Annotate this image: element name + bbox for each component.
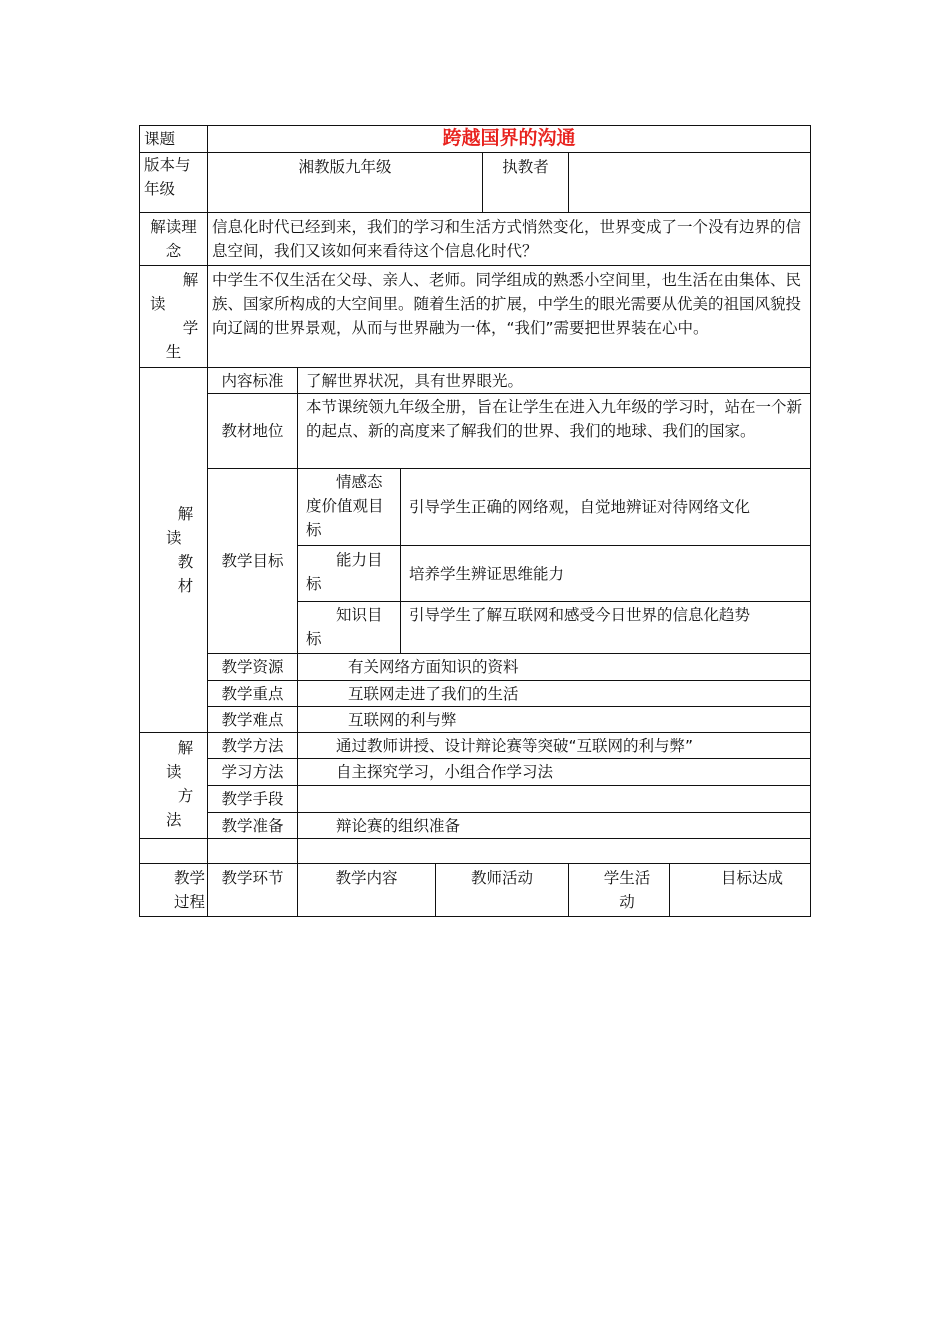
method-analysis-label xyxy=(140,733,208,839)
label-char: 学 xyxy=(182,319,199,337)
goal-emotion-text: 引导学生正确的网络观，自觉地辨证对待网络文化 xyxy=(401,469,811,546)
textbook-position-text: 本节课统领九年级全册，旨在让学生在进入九年级的学习时，站在一个新的起点、新的高度来了解我们的世界、我们的地球、我们的国家。 xyxy=(298,394,811,469)
goal-emotion-label: 情感态度价值观目标 xyxy=(298,469,401,546)
preparation-text: 辩论赛的组织准备 xyxy=(298,813,811,839)
student-analysis-text: 中学生不仅生活在父母、亲人、老师。同学组成的熟悉小空间里，也生活在由集体、民族、国家所构成的大空间里。随着生活的扩展，中学生的眼光需要从优美的祖国风貌投向辽阔的世界景观，从而与世界融为一体，“我们”需要把世界装在心中。 xyxy=(208,266,811,368)
label-char: 读 xyxy=(166,529,182,547)
concept-label: 解读理念 xyxy=(140,213,208,266)
difficulty-label: 教学难点 xyxy=(208,707,298,733)
resources-label: 教学资源 xyxy=(208,654,298,681)
learning-method-label: 学习方法 xyxy=(208,759,298,786)
edition-label: 版本与年级 xyxy=(140,153,208,213)
goal-ability-label: 能力目标 xyxy=(298,546,401,602)
process-header-content: 教学内容 xyxy=(298,864,436,917)
teacher-label: 执教者 xyxy=(483,153,569,213)
content-standard-text: 了解世界状况，具有世界眼光。 xyxy=(298,368,811,394)
process-header-stage: 教学环节 xyxy=(208,864,298,917)
textbook-position-label: 教材地位 xyxy=(208,394,298,469)
textbook-analysis-label xyxy=(140,368,208,733)
concept-text: 信息化时代已经到来，我们的学习和生活方式悄然变化，世界变成了一个没有边界的信息空间，我们又该如何来看待这个信息化时代？ xyxy=(208,213,811,266)
label-char: 解 xyxy=(182,271,199,289)
key-point-label: 教学重点 xyxy=(208,681,298,707)
difficulty-text: 互联网的利与弊 xyxy=(298,707,811,733)
goal-ability-text: 培养学生辨证思维能力 xyxy=(401,546,811,602)
label-char: 生 xyxy=(165,343,182,361)
lesson-title: 跨越国界的沟通 xyxy=(208,126,811,153)
learning-method-text: 自主探究学习，小组合作学习法 xyxy=(298,759,811,786)
blank-cell xyxy=(208,839,298,864)
lesson-plan-table xyxy=(139,125,811,917)
process-label: 教学过程 xyxy=(140,864,208,917)
goal-knowledge-text: 引导学生了解互联网和感受今日世界的信息化趋势 xyxy=(401,602,811,654)
label-char: 读 xyxy=(166,763,182,781)
content-standard-label: 内容标准 xyxy=(208,368,298,394)
student-analysis-label xyxy=(140,266,208,368)
preparation-label: 教学准备 xyxy=(208,813,298,839)
teaching-means-label: 教学手段 xyxy=(208,786,298,813)
edition-value: 湘教版九年级 xyxy=(208,153,483,213)
label-char: 解 xyxy=(177,739,194,757)
goal-knowledge-label: 知识目标 xyxy=(298,602,401,654)
blank-cell xyxy=(298,839,811,864)
label-char: 法 xyxy=(166,811,182,829)
teaching-method-text: 通过教师讲授、设计辩论赛等突破“互联网的利与弊” xyxy=(298,733,811,759)
teaching-means-text xyxy=(298,786,811,813)
process-header-goal: 目标达成 xyxy=(670,864,811,917)
resources-text: 有关网络方面知识的资料 xyxy=(298,654,811,681)
teacher-value xyxy=(569,153,811,213)
process-header-teacher: 教师活动 xyxy=(436,864,569,917)
label-char: 方 xyxy=(177,787,194,805)
teaching-method-label: 教学方法 xyxy=(208,733,298,759)
teaching-goals-label: 教学目标 xyxy=(208,469,298,654)
label-char: 读 xyxy=(150,295,166,313)
topic-label: 课题 xyxy=(140,126,208,153)
blank-cell xyxy=(140,839,208,864)
process-header-student: 学生活动 xyxy=(569,864,670,917)
label-char: 解 xyxy=(177,505,194,523)
label-char: 材 xyxy=(177,577,194,595)
label-char: 教 xyxy=(177,553,194,571)
key-point-text: 互联网走进了我们的生活 xyxy=(298,681,811,707)
